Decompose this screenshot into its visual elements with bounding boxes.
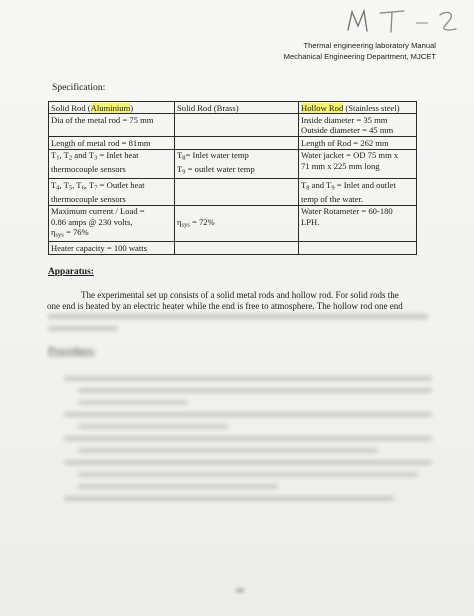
table-cell: Inside diameter = 35 mm Outside diameter = 45 mm	[299, 114, 417, 137]
table-cell: $T_8$ and $T_9$ = Inlet and outlet temp of the water.	[299, 179, 417, 205]
table-cell: $T_8=$ Inlet water temp $T_9$ = outlet water temp	[175, 149, 299, 179]
table-cell	[175, 137, 299, 149]
document-header	[284, 40, 436, 62]
table-cell: Solid Rod (Aluminium)	[49, 102, 175, 114]
table-cell	[175, 179, 299, 205]
table-row	[49, 179, 417, 205]
table-cell: $T_4$, $T_5$, $T_6$, $T_7$ = Outlet heat thermocouple sensors	[49, 179, 175, 205]
header-line-2: Mechanical Engineering Department, MJCET	[283, 52, 436, 61]
blurred-text-line	[64, 436, 432, 441]
blurred-text-line	[78, 400, 188, 405]
table-row	[49, 149, 417, 179]
table-cell: Hollow Rod (Stainless steel)	[299, 102, 417, 114]
highlight: Aluminium	[90, 102, 131, 113]
procedure-title: Procedure:	[48, 346, 96, 357]
table-cell: Length of metal rod = 81mm	[49, 137, 175, 149]
blurred-text-line	[64, 460, 432, 465]
table-row	[49, 242, 417, 254]
apparatus-paragraph	[47, 290, 430, 312]
table-cell	[175, 114, 299, 137]
table-cell: $T_1$, $T_2$ and $T_3$ = Inlet heat thermocouple sensors	[49, 149, 175, 179]
table-row	[49, 114, 417, 137]
blurred-text-line	[48, 314, 428, 319]
blurred-text-line	[48, 326, 118, 331]
blurred-text-line	[78, 484, 278, 489]
table-cell: Water Rotameter = 60-180 LPH.	[299, 205, 417, 242]
table-cell: Dia of the metal rod = 75 mm	[49, 114, 175, 137]
table-cell: $\eta_{sys} = 72\%$	[175, 205, 299, 242]
handwritten-mark	[344, 6, 462, 36]
table-cell: Solid Rod (Brass)	[175, 102, 299, 114]
table-cell: Maximum current / Load = 0.86 amps @ 230 volts, $\eta_{sys} = 76\%$	[49, 205, 175, 242]
blurred-text-line	[64, 496, 394, 501]
table-cell: Heater capacity = 100 watts	[49, 242, 175, 254]
table-cell	[175, 242, 299, 254]
paragraph-line-2: one end is heated by an electric heater while the end is free to atmosphere. The hollow rod one end	[47, 301, 403, 311]
blurred-text-line	[64, 412, 432, 417]
header-line-1: Thermal engineering laboratory Manual	[303, 41, 436, 50]
table-cell	[299, 242, 417, 254]
specification-table	[48, 101, 417, 255]
blurred-text-line	[78, 424, 228, 429]
page-number	[236, 588, 244, 593]
specification-title: Specification:	[52, 82, 106, 93]
blurred-text-line	[78, 448, 378, 453]
table-row	[49, 137, 417, 149]
highlight: Hollow Rod	[301, 102, 344, 113]
apparatus-title: Apparatus:	[48, 267, 94, 277]
blurred-text-line	[78, 472, 418, 477]
blurred-text-line	[64, 376, 432, 381]
table-cell: Water jacket = OD 75 mm x 71 mm x 225 mm long	[299, 149, 417, 179]
paragraph-line-1: The experimental set up consists of a solid metal rods and hollow rod. For solid rods the	[81, 290, 399, 300]
table-cell: Length of Rod = 262 mm	[299, 137, 417, 149]
table-row	[49, 205, 417, 242]
blurred-text-line	[78, 388, 432, 393]
table-row	[49, 102, 417, 114]
